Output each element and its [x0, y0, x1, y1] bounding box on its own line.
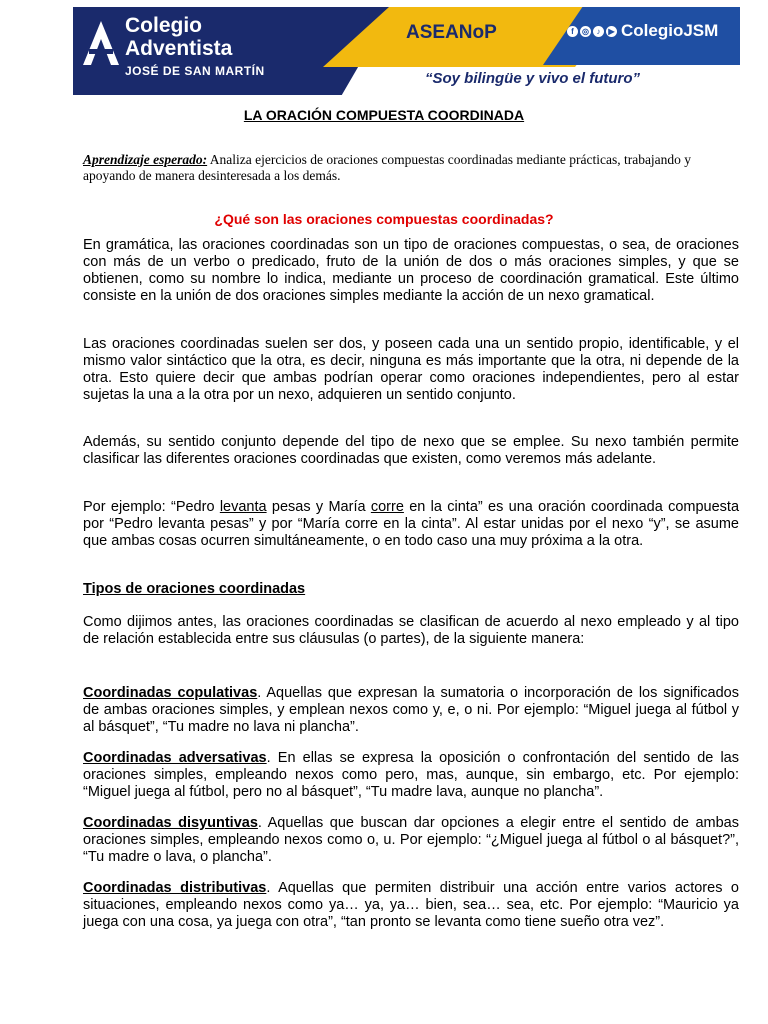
school-name-line2: Adventista: [125, 37, 233, 60]
youtube-icon: ▶: [606, 26, 617, 37]
network-name: ASEANoP: [406, 22, 497, 43]
type-adversativas: Coordinadas adversativas. En ellas se expresa la oposición o confrontación del sentido de las oraciones simples, empleando nexos como pero, mas, aunque, sin embargo, etc. Por ejemplo: “Miguel juega al fútbol, pero no al básquet”, “Tu madre lava, aunque no plancha”.: [83, 750, 739, 800]
underlined-verb: levanta: [219, 499, 267, 515]
objective-text: Analiza ejercicios de oraciones compuestas coordinadas mediante prácticas, trabajando y apoyando de manera desinteresada a los demás.: [83, 152, 692, 183]
type-term: Coordinadas distributivas: [83, 880, 267, 896]
tiktok-icon: ♪: [593, 26, 604, 37]
underlined-verb: corre: [370, 499, 404, 515]
school-logo-icon: [81, 19, 121, 67]
paragraph-definition: En gramática, las oraciones coordinadas son un tipo de oraciones compuestas, o sea, de oraciones con más de un verbo o predicado, fruto de la unión de dos o más oraciones simples, y que se obtienen, como su nombre lo indica, mediante un proceso de coordinación gramatical. Este último consiste en la unión de dos oraciones simples mediante la acción de un nexo gramatical.: [83, 237, 739, 304]
type-distributivas: Coordinadas distributivas. Aquellas que permiten distribuir una acción entre varios actores o situaciones, empleando nexos como ya… ya, ya… bien, sea… sea, etc. Por ejemplo: “Mauricio ya juega con una cosa, ya juega con otra”, “tan pronto se levanta como tiene sueño otra vez”.: [83, 880, 740, 930]
type-copulativas: Coordinadas copulativas. Aquellas que expresan la sumatoria o incorporación de los significados de ambas oraciones simples, y emplean nexos como y, e, o ni. Por ejemplo: “Miguel juega al fútbol y al básquet”, “Tu madre no lava ni plancha”.: [83, 685, 739, 735]
paragraph-nexo: Además, su sentido conjunto depende del tipo de nexo que se emplee. Su nexo también permite clasificar las diferentes oraciones coordinadas que existen, como veremos más adelante.: [83, 434, 739, 467]
social-icons: [567, 26, 617, 37]
objective-label: Aprendizaje esperado:: [83, 152, 208, 167]
type-disyuntivas: Coordinadas disyuntivas. Aquellas que buscan dar opciones a elegir entre el sentido de ambas oraciones simples, empleando nexos como o, u. Por ejemplo: “¿Miguel juega al fútbol o al básquet?”, “Tu madre o lava, o plancha”.: [83, 815, 739, 865]
paragraph-types-intro: Como dijimos antes, las oraciones coordinadas se clasifican de acuerdo al nexo empleado y al tipo de relación establecida entre sus cláusulas (o partes), de la siguiente manera:: [83, 614, 739, 647]
learning-objective: [83, 152, 733, 184]
document-title: LA ORACIÓN COMPUESTA COORDINADA: [243, 107, 525, 123]
question-heading: ¿Qué son las oraciones compuestas coordinadas?: [214, 211, 554, 227]
type-term: Coordinadas adversativas: [83, 750, 267, 766]
type-term: Coordinadas disyuntivas: [83, 815, 258, 831]
type-term: Coordinadas copulativas: [83, 685, 258, 701]
social-handle: ColegioJSM: [621, 21, 719, 40]
paragraph-characteristics: Las oraciones coordinadas suelen ser dos, y poseen cada una un sentido propio, identificable, y el mismo valor sintáctico que la otra, es decir, ninguna es más importante que la otra, ni depende de la otra. Esto quiere decir que ambas podrían operar como oraciones independientes, pero al estar sujetas la una a la otra por un nexo, adquieren un sentido conjunto.: [83, 336, 739, 403]
instagram-icon: ◎: [580, 26, 591, 37]
slogan: “Soy bilingüe y vivo el futuro”: [425, 70, 641, 87]
header-banner: [73, 7, 740, 95]
school-name-line3: JOSÉ DE SAN MARTÍN: [125, 64, 265, 78]
paragraph-example: Por ejemplo: “Pedro levanta pesas y María corre en la cinta” es una oración coordinada compuesta por “Pedro levanta pesas” y por “María corre en la cinta”. Al estar unidas por el nexo “y”, se asume que ambas cosas ocurren simultáneamente, o en todo caso una muy próxima a la otra.: [83, 499, 740, 549]
types-heading: Tipos de oraciones coordinadas: [83, 581, 306, 597]
school-name-line1: Colegio: [125, 14, 202, 37]
facebook-icon: f: [567, 26, 578, 37]
